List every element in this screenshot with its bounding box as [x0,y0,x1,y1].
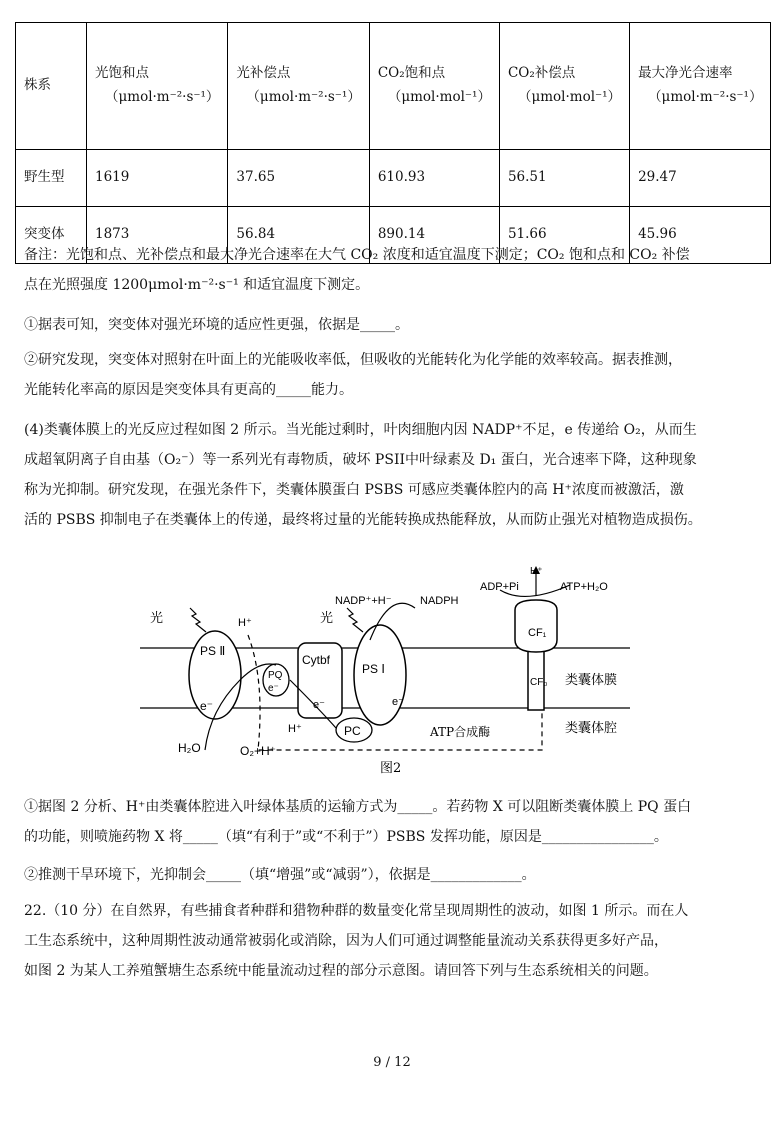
oxygen-label: O₂+H⁺ [240,744,276,758]
cf1-label: CF₁ [528,627,547,639]
table-cell: 610.93 [369,150,499,207]
light-label: 光 [150,611,164,626]
table-header-row [16,23,771,150]
membrane-label: 类囊体膜 [565,673,618,688]
svg-text:e⁻: e⁻ [268,683,279,694]
nadph-label: NADPH [420,595,459,607]
paragraph-4: (4)类囊体膜上的光反应过程如图 2 所示。当光能过剩时，叶肉细胞内因 NADP⁺不足，e 传递给 O₂，从而生 成超氧阴离子自由基（O₂⁻）等一系列光有毒物质，破坏 PSII中叶绿素及 D₁ 蛋白，光合速率下降，这种现象 称为光抑制。研究发现，在强光条件下，类囊体膜蛋白 PSBS 可感应类囊体腔内的高 H⁺浓度而被激活，激 活的 PSBS 抑制电子在类囊体上的传递，最终将过量的光能转换成热能释放，从而防止强光对植物造成损伤。 [24,422,702,528]
header-cell: 最大净光合速率 （μmol·m⁻²·s⁻¹） [630,23,771,150]
header-cell: 株系 [16,23,87,150]
header-cell: CO₂补偿点 （μmol·mol⁻¹） [499,23,629,150]
note-paragraph: 备注：光饱和点、光补偿点和最大净光合速率在大气 CO₂ 浓度和适宜温度下测定；CO₂ 饱和点和 CO₂ 补偿 点在光照强度 1200μmol·m⁻²·s⁻¹ 和适宜温度下测定。 [24,247,690,293]
header-cell: 光补偿点 （μmol·m⁻²·s⁻¹） [228,23,369,150]
table-cell: 56.84 [228,207,369,264]
table-cell: 突变体 [16,207,87,264]
electron-label: e⁻ [200,699,214,713]
table-cell: 1873 [87,207,228,264]
atp-synthase-label: ATP合成酶 [430,725,491,739]
pc-label: PC [344,724,361,738]
adp-label: ADP+Pi [480,581,519,593]
svg-text:e⁻: e⁻ [313,699,325,711]
table-cell: 56.51 [499,150,629,207]
water-label: H₂O [178,741,201,755]
psii-label: PS Ⅱ [200,644,226,658]
svg-text:e⁻: e⁻ [392,696,404,708]
table-cell: 29.47 [630,150,771,207]
data-table [15,22,771,264]
h-plus-label-3: H⁺ [288,723,302,735]
light-label-2: 光 [320,611,334,626]
figure-caption: 图2 [380,761,402,776]
cytbf-label: Cytbf [302,653,331,667]
table-cell: 890.14 [369,207,499,264]
header-cell: 光饱和点 （μmol·m⁻²·s⁻¹） [87,23,228,150]
table-cell: 37.65 [228,150,369,207]
psi-label: PS Ⅰ [362,662,385,676]
atp-label: ATP+H₂O [560,581,608,593]
question-4: ②推测干旱环境下，光抑制会_____（填“增强”或“减弱”），依据是_____________。 [24,867,536,883]
question-22: 22.（10 分）在自然界，有些捕食者种群和猎物种群的数量变化常呈现周期性的波动，如图 1 所示。而在人 工生态系统中，这种周期性波动通常被弱化或消除，因为人们可通过调整能量流动关系获得更多好产品， 如图 2 为某人工养殖蟹塘生态系统中能量流动过程的部分示意图。请回答下列与生态系统相关的问题。 [24,903,689,979]
table-cell: 野生型 [16,150,87,207]
header-cell: CO₂饱和点 （μmol·mol⁻¹） [369,23,499,150]
h-plus-label: H⁺ [238,617,252,629]
pq-label: PQ [268,670,283,681]
h-plus-label-2: H⁺ [530,566,543,577]
question-3: ①据图 2 分析、H⁺由类囊体腔进入叶绿体基质的运输方式为_____。若药物 X 可以阻断类囊体膜上 PQ 蛋白 的功能，则喷施药物 X 将_____（填“有利于”或“不利于”）PSBS 发挥功能，原因是________________。 [24,799,692,845]
thylakoid-diagram [130,560,650,780]
question-1: ①据表可知，突变体对强光环境的适应性更强，依据是_____。 [24,317,409,333]
table-cell: 1619 [87,150,228,207]
nadp-label: NADP⁺+H⁻ [335,595,392,607]
lumen-label: 类囊体腔 [565,721,618,736]
cf0-label: CF₀ [530,677,548,688]
question-2: ②研究发现，突变体对照射在叶面上的光能吸收率低，但吸收的光能转化为化学能的效率较高。据表推测， 光能转化率高的原因是突变体具有更高的_____能力。 [24,352,682,398]
cf1-subunit [515,600,557,652]
table-cell: 45.96 [630,207,771,264]
page-number: 9 / 12 [373,1055,411,1070]
table-cell: 51.66 [499,207,629,264]
table-row [16,150,771,207]
